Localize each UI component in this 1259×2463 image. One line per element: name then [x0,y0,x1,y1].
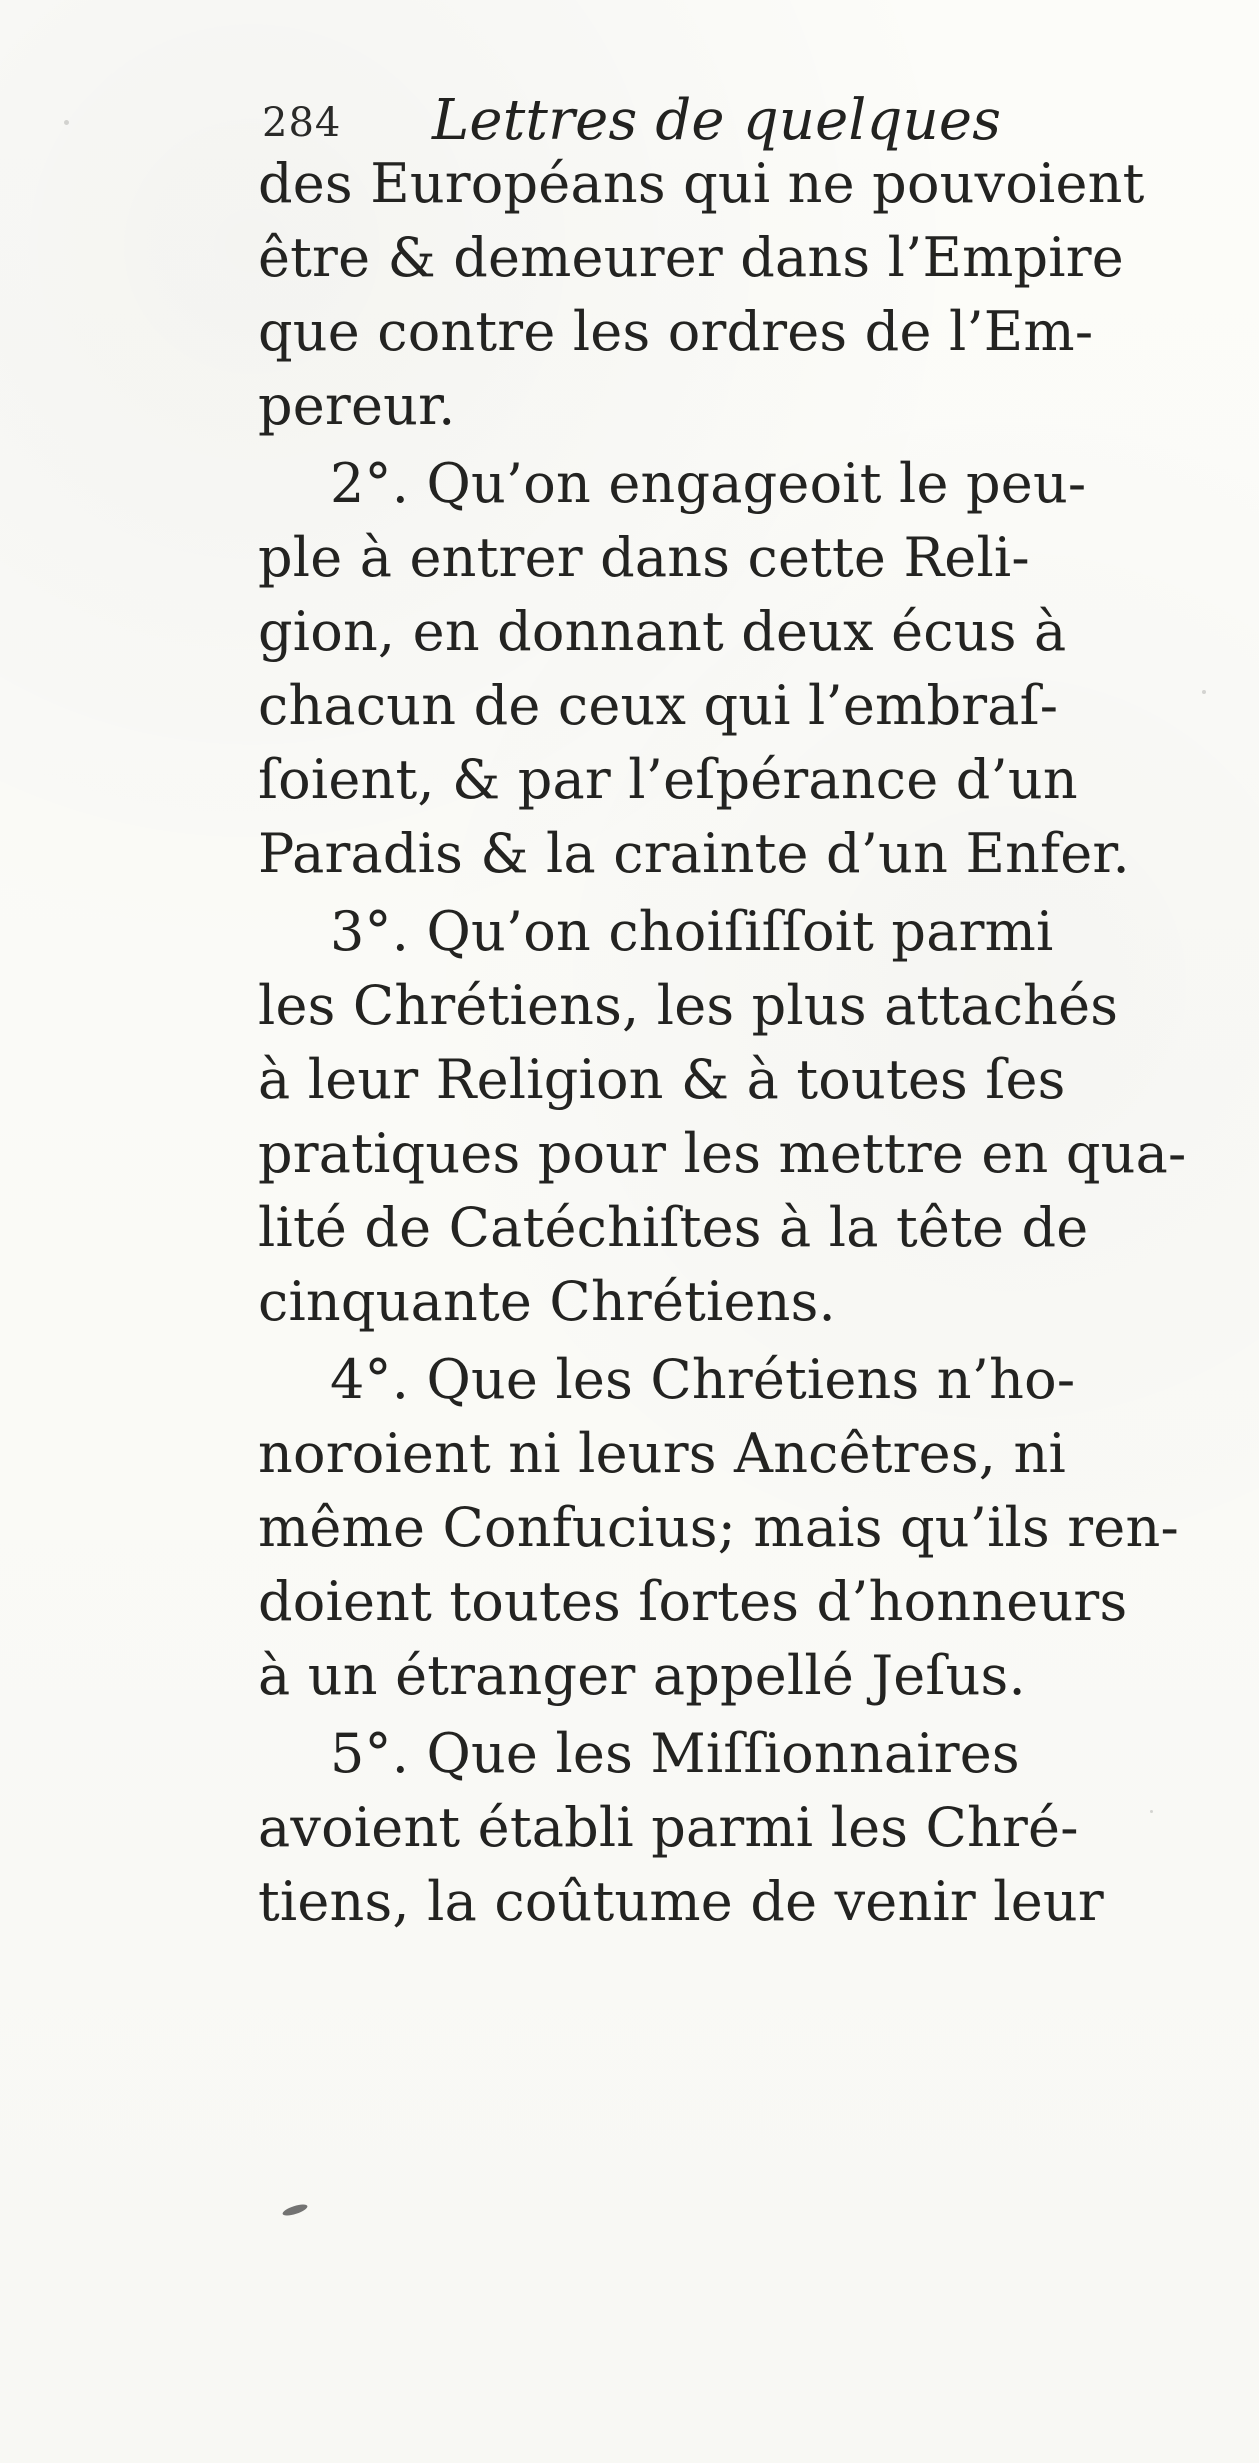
body-text [258,150,1187,2090]
text-line: les Chrétiens, les plus attachés [258,974,1119,1037]
text-line: même Confucius; mais qu’ils ren- [258,1496,1179,1559]
text-line: à leur Religion & à toutes ſes [258,1048,1066,1111]
text-line: tiens, la coûtume de venir leur [258,1870,1104,1933]
text-line: 5°. Que les Miſſionnaires [330,1722,1020,1785]
paper-speckle [1150,1810,1153,1813]
text-line: ſoient, & par l’eſpérance d’un [258,748,1078,811]
text-line: noroient ni leurs Ancêtres, ni [258,1422,1066,1485]
text-line: des Européans qui ne pouvoient [258,152,1145,215]
ink-mark [281,2202,308,2218]
text-line: que contre les ordres de l’Em- [258,300,1094,363]
page-header [262,88,1022,158]
page-number: 284 [262,100,342,146]
text-line: chacun de ceux qui l’embraſ- [258,674,1059,737]
text-line: 3°. Qu’on choiſiſſoit parmi [330,900,1054,963]
text-line: avoient établi parmi les Chré- [258,1796,1079,1859]
text-line: lité de Catéchiſtes à la tête de [258,1196,1089,1259]
text-line: Paradis & la crainte d’un Enfer. [258,822,1130,885]
text-line: doient toutes ſortes d’honneurs [258,1570,1128,1633]
text-line: 2°. Qu’on engageoit le peu- [330,452,1087,515]
text-line: être & demeurer dans l’Empire [258,226,1124,289]
text-line: pratiques pour les mettre en qua- [258,1122,1187,1185]
text-line: gion, en donnant deux écus à [258,600,1067,663]
text-line: 4°. Que les Chrétiens n’ho- [330,1348,1076,1411]
text-line: pereur. [258,374,456,437]
paper-speckle [1202,690,1206,694]
text-line: ple à entrer dans cette Reli- [258,526,1030,589]
text-line: à un étranger appellé Jeſus. [258,1644,1026,1707]
running-title: Lettres de quelques [432,88,1002,153]
text-line: cinquante Chrétiens. [258,1270,836,1333]
paper-speckle [64,120,69,125]
